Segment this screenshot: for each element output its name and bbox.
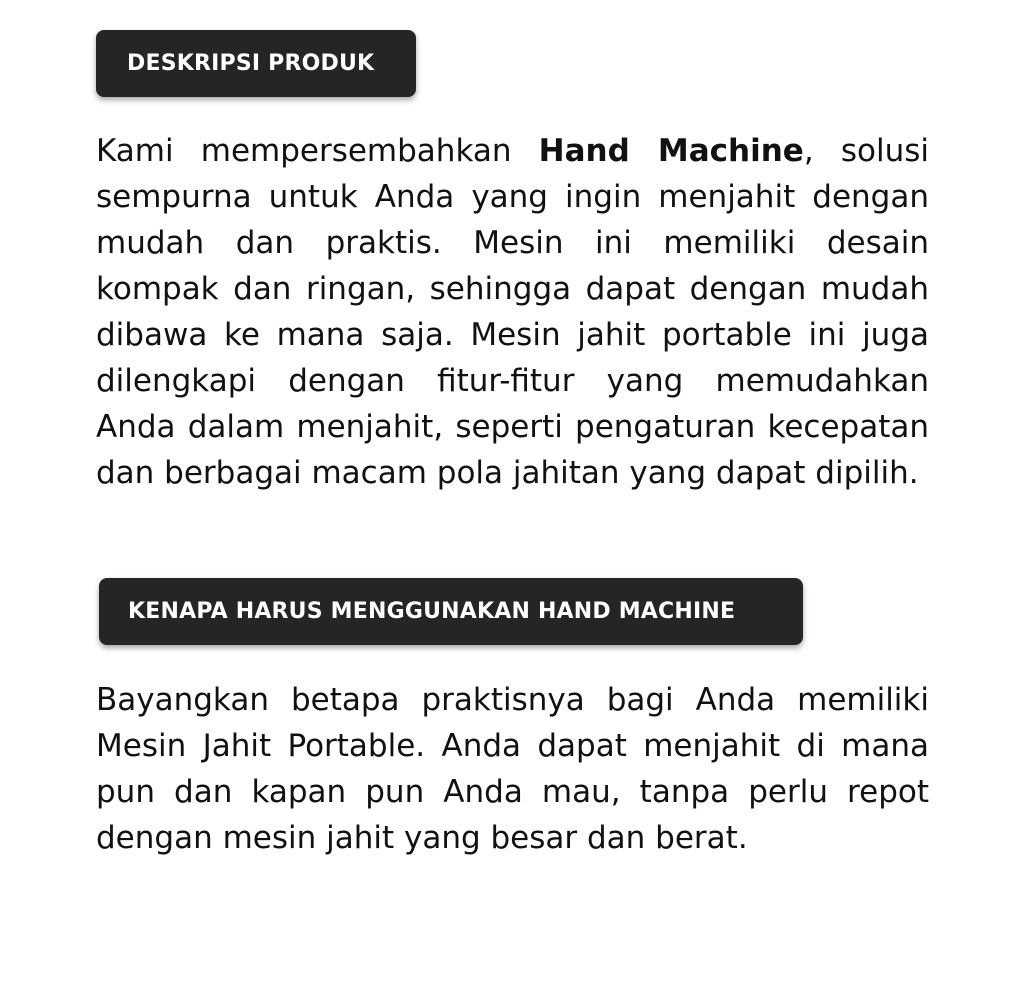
product-description-paragraph [96, 128, 929, 496]
benefit-text: Bayangkan betapa praktisnya bagi Anda memiliki Mesin Jahit Portable. Anda dapat menjahit di mana pun dan kapan pun Anda mau, tanpa perlu repot dengan mesin jahit yang besar dan berat. [96, 682, 929, 856]
section-heading-label: DESKRIPSI PRODUK [127, 51, 375, 76]
section-heading-kenapa-harus [99, 578, 803, 645]
product-name-bold: Hand Machine [538, 133, 804, 169]
description-text-start: Kami mempersembahkan [96, 133, 539, 169]
description-text-rest: , solusi sempurna untuk Anda yang ingin menjahit dengan mudah dan praktis. Mesin ini memiliki desain kompak dan ringan, sehingga dapat dengan mudah dibawa ke mana saja. Mesin jahit portable ini juga dilengkapi dengan fitur-fitur yang memudahkan Anda dalam menjahit, seperti pengaturan kecepatan dan berbagai macam pola jahitan yang dapat dipilih. [96, 133, 929, 491]
section-heading-deskripsi-produk [96, 30, 416, 97]
section-heading-label: KENAPA HARUS MENGGUNAKAN HAND MACHINE [128, 599, 736, 624]
benefit-paragraph [96, 677, 929, 861]
